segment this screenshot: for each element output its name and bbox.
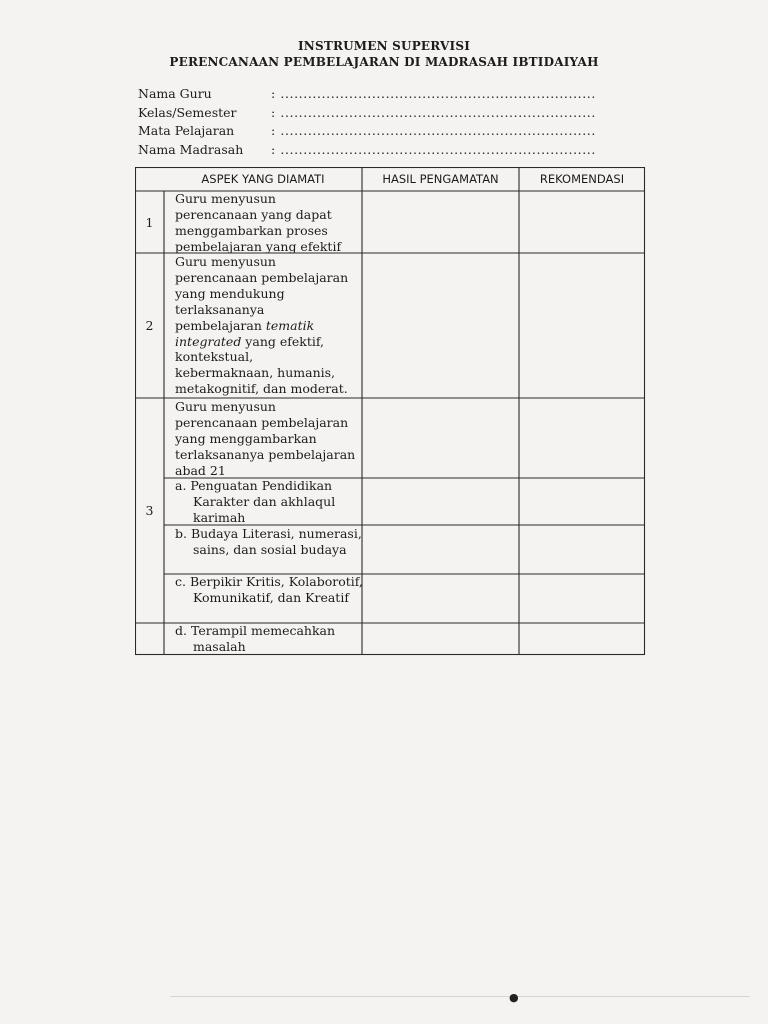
row-3-aspect: Guru menyusun perencanaan pembelajaran yang menggambarkan terlaksananya pembelajaran abad 21: [175, 399, 356, 478]
identity-value: : .....................................................................: [271, 123, 596, 138]
identity-label: Nama Guru: [138, 86, 212, 101]
scan-mark-dot: ●: [509, 991, 519, 1004]
row-2-text-a: Guru menyusun perencanaan pembelajaran yang mendukung terlaksananya pembelajaran: [175, 254, 349, 333]
header-aspek: ASPEK YANG DIAMATI: [201, 172, 325, 186]
row-3-item-c: c. Berpikir Kritis, Kolaborotif, Komunikatif, dan Kreatif: [175, 574, 363, 605]
row-3-item-d: d. Terampil memecahkan masalah: [175, 623, 336, 654]
row-3-item-a: a. Penguatan Pendidikan Karakter dan akhlaqul karimah: [175, 478, 336, 525]
header-hasil-pengamatan: HASIL PENGAMATAN: [382, 172, 499, 186]
bottom-scan-line: [170, 996, 750, 997]
document-title: INSTRUMEN SUPERVISI: [297, 39, 471, 53]
row-3-item-b: b. Budaya Literasi, numerasi, sains, dan sosial budaya: [175, 526, 362, 557]
identity-value: : .....................................................................: [271, 104, 596, 120]
row-2-text-emphasis: tematik integrated: [175, 317, 315, 349]
row-1-aspect: Guru menyusun perencanaan yang dapat menggambarkan proses pembelajaran yang efektif: [175, 191, 342, 254]
row-number-2: 2: [145, 318, 154, 333]
header-rekomendasi: REKOMENDASI: [539, 172, 625, 186]
row-number-3: 3: [145, 503, 154, 518]
identity-label: Nama Madrasah: [138, 141, 244, 157]
identity-label: Mata Pelajaran: [138, 123, 235, 138]
identity-value: : .....................................................................: [271, 86, 596, 101]
row-2-aspect: [175, 254, 355, 397]
identity-label: Kelas/Semester: [138, 104, 237, 120]
document-subtitle: PERENCANAAN PEMBELAJARAN DI MADRASAH IBTIDAIYAH: [169, 55, 599, 69]
row-number-1: 1: [145, 215, 154, 230]
identity-value: : .....................................................................: [271, 141, 596, 157]
row-2-text-b: yang efektif, kontekstual, kebermaknaan, humanis, metakognitif, dan moderat.: [175, 333, 348, 397]
